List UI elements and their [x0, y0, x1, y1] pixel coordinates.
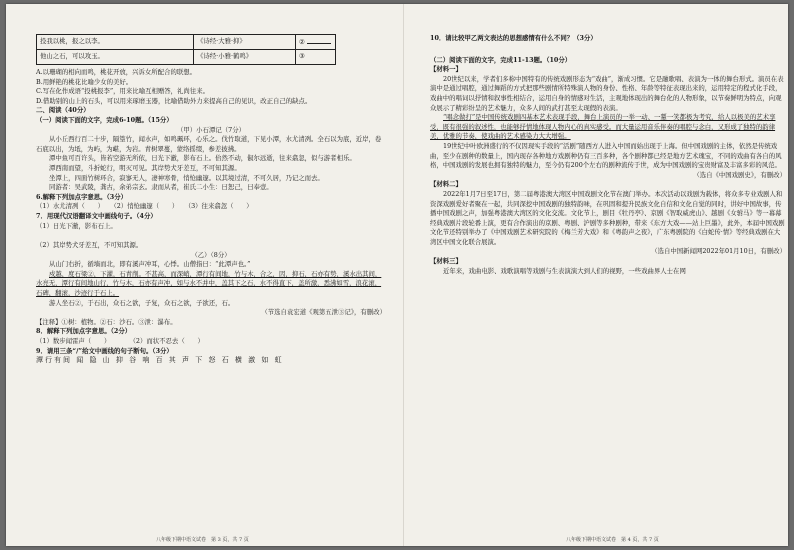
material-heading: 【材料二】	[430, 180, 462, 189]
passage-paragraph: 潭中鱼可百许头，皆若空游无所依，日光下澈，影布石上。佁然不动，俶尔远逝，往来翕忽，似与游者相乐。	[49, 154, 356, 163]
material-paragraph: 近年来，戏曲电影、戏歌演唱等戏剧与生表演演大到人们的视野，一些戏曲界人士在网	[443, 266, 686, 275]
section-heading: 二、阅读（40分）	[36, 106, 90, 115]
annotation-notes: 【注释】①树：植物。②石：沙石。③泄：瀑布。	[36, 317, 177, 326]
question-7-item: （2）其岸势犬牙差互，不可知其源。	[36, 241, 143, 250]
quote-num: ②	[299, 37, 305, 46]
question-7-item: （1）日光下澈，影布石上。	[36, 221, 117, 230]
material-citation: （选自《中国戏剧史》，有删改）	[693, 170, 786, 179]
passage-paragraph: 同游者：吴武陵，龚古，余弟宗玄。隶而从者，崔氏二小生：曰恕己，曰奉壹。	[49, 183, 273, 192]
material-paragraph: “唱念做打”是中国传统戏剧四基本艺术表现手段，舞台上演员的一举一动、一颦一笑都极为考究，给人以极美的艺术享受，既有很强的叙述性，也能够抒情地体现人物内心的真实感受。而大量运用音乐伴奏的唱腔与念白，又形成了独特的韵律美，优雅的节奏，使戏曲的艺术感染力大大增强。	[430, 113, 776, 141]
page-footer: 八年级下期中语文试卷 第 4 页，共 7 页	[566, 537, 659, 543]
material-paragraph: 2022年1月7日至17日，第二届粤港澳大湾区中国戏剧文化节在澳门举办。本次活动以戏剧为载体，将众多专业戏剧人和资深戏剧爱好者聚在一起，共同深挖中国戏剧的独特韵味，在巩固和提升民族文化自信和文化自觉的同时，讲好中国故事，传播中国戏剧之声，加强粤港澳大湾区的文化交流。文化节上，剧目《牡丹亭》、京剧《智取威虎山》、越剧《女驸马》等一幕幕经典戏剧片段轮番上演，更有合作演出的京剧、粤剧、沪剧等多种剧种，带来《东方大戏——站上巨墨》，此外，本届中国戏剧文化节还特别举办了《中国戏剧艺术研究院的《梅兰芳大戏》和《粤韵声之夜》，广东粤剧院的《白蛇传·情》等经典戏剧在大湾区中国文化联合展演。	[430, 189, 785, 246]
material-citation: （选自中国新闻网2022年01月10日，有删改）	[651, 247, 786, 256]
question-10: 10．请比较甲乙两文表达的思想感情有什么不同？（3分）	[430, 34, 597, 42]
passage-paragraph: 坐潭上，四面竹树环合，寂寥无人，凄神寒骨，悄怆幽邃。以其境过清，不可久居，乃记之而去。	[49, 173, 324, 182]
table-row	[37, 35, 336, 50]
table-row	[37, 50, 336, 65]
passage-paragraph: 从山门右折，循墙而北，即有溪声冲耳，心悸。山僧指曰：“此潭声也。”	[49, 260, 251, 269]
question-8: 8．解释下列加点字意思。（2分）	[36, 327, 132, 336]
passage-paragraph: 戍越，度石梁②，下濯，石青削。不甚高，而深峭，潭行有间地，竹与木，合之，因，抑石，石亦有势，溪水出其间，水亮无，潭行有间地山行，竹与木，石亦有声冲，如与水不并中，盖其下之石，水不得直下，盖所激，悉沸如雪，浪花滚，石碑，翻滚，沙迹行于石上。	[36, 269, 382, 298]
page-fold	[403, 4, 404, 546]
option-d: D.借助别的山上的石头，可以用来琢磨玉器，比喻借助外力来提高自己的见识，改正自己的缺点。	[36, 96, 312, 105]
quote-text: 投我以桃，报之以李。	[37, 35, 194, 50]
answer-blank[interactable]	[307, 37, 331, 44]
quote-table	[36, 34, 336, 65]
quote-num: ③	[299, 52, 305, 61]
question-9: 9．请用三条“/”给文中画线的句子断句。（3分）	[36, 346, 173, 355]
passage-title: （乙）（8分）	[191, 250, 231, 259]
option-b: B.用鲜艳的桃花比喻少女的美好。	[36, 77, 133, 86]
quote-source: 《诗经·大雅·抑》	[194, 35, 296, 50]
question-9-sentence: 潭行有间 闻 隐 山 抑 谷 响 百 其 声 下 怒 石 横 激 如 虹	[36, 356, 284, 365]
material-paragraph: 19世纪中叶欧洲盛行的不仅因现实手段的“活剧”随西方人进入中国而始出现于上海。但中国戏剧的主体，依然是传统戏曲，至少在剧种的数量上，国内现存各种地方戏剧种仍有三百多种，各个剧种都已经是地方艺术瑰宝，不同的戏曲有各自的风格，中国戏剧的发展也拥有独特的魅力，至今仍有200个左右的剧种流传于世，成为中国戏剧的宝贵财富及丰富多彩的风范。	[430, 141, 782, 170]
question-6: 6.解释下列加点字意思。（3分）	[36, 192, 127, 201]
question-8-items: （1）数步闻雷声（ ） （2）而状不忍去（ ）	[36, 337, 204, 346]
passage-paragraph: 从小丘西行百二十步，隔篁竹，闻水声，如鸣珮环，心乐之。伐竹取道，下见小潭，水尤清冽。全石以为底，近岸，卷石底以出，为坻，为屿，为嵁，为岩。青树翠蔓，蒙络摇缀，参差披拂。	[36, 135, 382, 153]
option-c: C.写在化作成语“投桃报李”，用来比喻互相赠答，礼尚往来。	[36, 87, 209, 96]
quote-text: 他山之石，可以攻玉。	[37, 50, 194, 65]
sub-heading: （二）阅读下面的文字，完成11-13题。（10分）	[430, 55, 572, 64]
passage-title: （甲）小石潭记（7分）	[177, 125, 245, 134]
page-footer: 八年级下期中语文试卷 第 3 页，共 7 页	[156, 537, 249, 543]
passage-paragraph: 游人坐石②，于石出，众石之欲，子复，众石之欲，子欲还，石。	[49, 298, 235, 307]
material-heading: 【材料三】	[430, 257, 462, 266]
passage-citation: （节选自袁宏道《观第五泄③记》，有删改）	[261, 308, 386, 317]
option-a: A.以珊瑚的相向而鸣，桃花开放，兴诉女所配合的联想。	[36, 68, 197, 76]
exam-sheet	[6, 4, 788, 546]
passage-paragraph: 潭西南而望，斗折蛇行，明灭可见。其岸势犬牙差互，不可知其源。	[49, 163, 241, 172]
question-7: 7．用现代汉语翻译文中画线句子。（4分）	[36, 211, 157, 220]
material-heading: 【材料一】	[430, 65, 462, 74]
quote-answer	[296, 35, 336, 50]
material-paragraph: 20世纪以来，学者们多称中国特有的传统戏剧形态为“戏曲”，渐成习惯。它是融歌唱、表演为一体的舞台形式。演员在表演中是通过唱腔，通过舞蹈的方式把那些剧情所特殊演人物的身份、性格、年龄等特征表现出来的，运用特定的程式化手段，戏曲中的唱词以抒情和叙事性相结合，运用自身的情感对生活，主观地体现出的舞台化的人物形象，以节奏鲜明为特点，向观众展示了精彩纷呈的艺术魅力，众多人间的武打甚至太现假的表演。	[430, 74, 784, 112]
left-page	[36, 34, 386, 366]
sub-heading: （一）阅读下面的文字，完成6-10题。（15分）	[36, 115, 173, 124]
question-6-items: （1）水尤清冽（ ） （2）悄怆幽邃（ ） （3）往来翕忽（ ）	[36, 202, 253, 211]
quote-answer	[296, 50, 336, 65]
right-page	[430, 34, 786, 276]
quote-source: 《诗经·小雅·鹤鸣》	[194, 50, 296, 65]
